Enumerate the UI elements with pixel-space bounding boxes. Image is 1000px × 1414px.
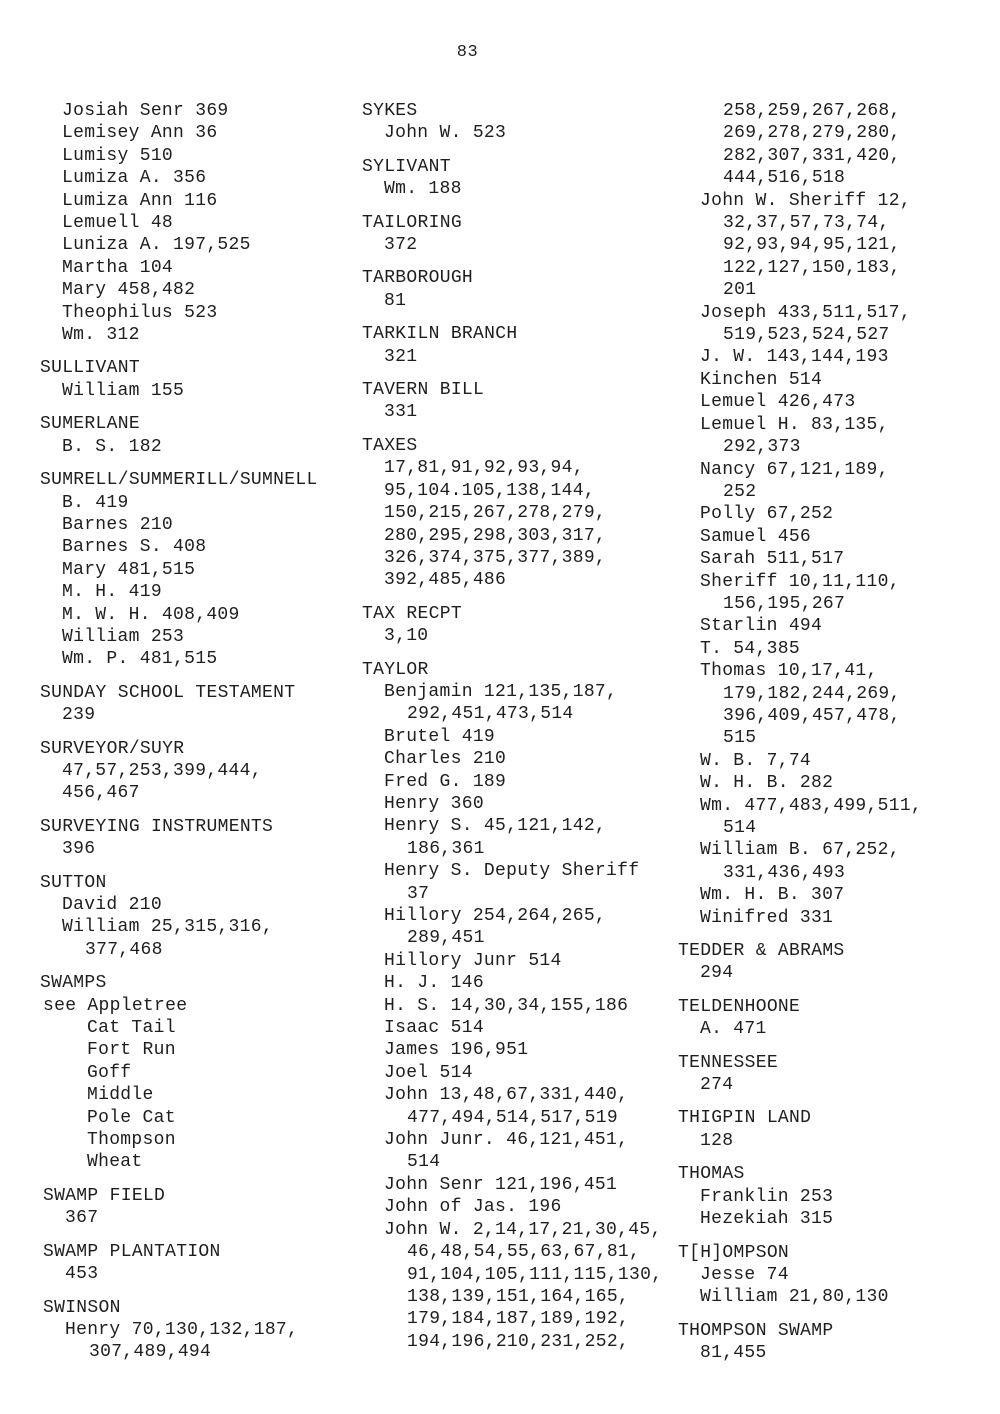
index-entry: A. 471 [700, 1019, 767, 1040]
index-entry: John of Jas. 196 [384, 1197, 562, 1218]
index-entry: 294 [700, 963, 734, 984]
index-entry: Benjamin 121,135,187, [384, 681, 618, 702]
index-entry: Wm. P. 481,515 [62, 649, 218, 670]
index-entry: William 155 [62, 380, 185, 401]
index-entry: Polly 67,252 [700, 504, 834, 525]
index-heading: SWAMPS [40, 973, 107, 994]
index-heading: TARKILN BRANCH [362, 324, 518, 345]
index-entry: William 253 [62, 626, 185, 647]
index-entry: 396,409,457,478, [723, 705, 901, 726]
index-entry: 239 [62, 705, 96, 726]
index-entry: 515 [723, 728, 757, 749]
index-entry: Starlin 494 [700, 616, 823, 637]
index-entry: Samuel 456 [700, 526, 812, 547]
index-entry: 122,127,150,183, [723, 257, 901, 278]
index-heading: T[H]OMPSON [678, 1242, 790, 1263]
index-heading: SWAMP PLANTATION [43, 1241, 221, 1262]
index-heading: SURVEYING INSTRUMENTS [40, 816, 274, 837]
index-heading: THIGPIN LAND [678, 1108, 812, 1129]
index-entry: Josiah Senr 369 [62, 101, 229, 121]
index-entry: Lemuell 48 [62, 213, 174, 234]
index-entry: Sarah 511,517 [700, 549, 845, 570]
index-entry: Barnes S. 408 [62, 537, 207, 558]
index-entry: Wheat [87, 1152, 143, 1173]
index-entry: 326,374,375,377,389, [384, 547, 607, 568]
index-entry: 179,182,244,269, [723, 683, 901, 704]
index-entry: 331 [384, 402, 418, 423]
index-heading: SUMERLANE [40, 414, 140, 435]
index-entry: Joseph 433,511,517, [700, 302, 911, 323]
index-entry: Lemuel 426,473 [700, 392, 856, 413]
index-entry: Henry S. Deputy Sheriff [384, 861, 640, 882]
index-entry: Lumisy 510 [62, 145, 174, 166]
index-entry: Jesse 74 [700, 1264, 789, 1285]
index-entry: 282,307,331,420, [723, 145, 901, 166]
index-entry: John W. 2,14,17,21,30,45, [384, 1219, 662, 1240]
index-entry: Lemisey Ann 36 [62, 123, 218, 144]
index-entry: Mary 458,482 [62, 280, 196, 301]
index-entry: 194,196,210,231,252, [407, 1331, 630, 1352]
index-heading: TEDDER & ABRAMS [678, 941, 845, 962]
index-entry: Nancy 67,121,189, [700, 459, 889, 480]
index-entry: 92,93,94,95,121, [723, 235, 901, 256]
index-entry: 258,259,267,268, [723, 101, 901, 121]
index-entry: Lemuel H. 83,135, [700, 414, 889, 435]
index-heading: TENNESSEE [678, 1052, 778, 1073]
index-entry: 514 [407, 1152, 441, 1173]
index-heading: SWAMP FIELD [43, 1185, 166, 1206]
index-entry: 274 [700, 1075, 734, 1096]
index-entry: Barnes 210 [62, 514, 174, 535]
index-entry: John W. Sheriff 12, [700, 190, 911, 211]
index-entry: H. S. 14,30,34,155,186 [384, 995, 629, 1016]
index-entry: 392,485,486 [384, 570, 507, 591]
index-entry: 367 [65, 1208, 99, 1229]
index-entry: 47,57,253,399,444, [62, 760, 262, 781]
index-entry: 81 [384, 290, 407, 311]
index-entry: 280,295,298,303,317, [384, 525, 607, 546]
index-entry: 37 [407, 883, 430, 904]
index-entry: 17,81,91,92,93,94, [384, 458, 584, 479]
index-entry: William 21,80,130 [700, 1287, 889, 1308]
index-entry: Martha 104 [62, 257, 174, 278]
index-entry: 321 [384, 346, 418, 367]
index-entry: Hezekiah 315 [700, 1209, 834, 1230]
index-entry: Fred G. 189 [384, 771, 507, 792]
index-entry: 519,523,524,527 [723, 325, 890, 346]
index-entry: Goff [87, 1062, 132, 1083]
index-entry: 138,139,151,164,165, [407, 1286, 630, 1307]
index-entry: 252 [723, 481, 757, 502]
index-entry: J. W. 143,144,193 [700, 347, 889, 368]
index-entry: Henry 360 [384, 793, 484, 814]
index-heading: TAYLOR [362, 659, 429, 680]
index-entry: William 25,315,316, [62, 917, 273, 938]
index-entry: Sheriff 10,11,110, [700, 571, 900, 592]
index-entry: John 13,48,67,331,440, [384, 1085, 629, 1106]
index-entry: 186,361 [407, 838, 485, 859]
index-entry: Henry 70,130,132,187, [65, 1319, 299, 1340]
index-heading: SURVEYOR/SUYR [40, 738, 185, 759]
index-heading: SUNDAY SCHOOL TESTAMENT [40, 682, 296, 703]
index-column-2 [362, 100, 662, 1353]
index-entry: 514 [723, 818, 757, 838]
index-entry: Wm. 312 [62, 325, 140, 346]
index-heading: SWINSON [43, 1297, 121, 1318]
index-heading: SULLIVANT [40, 358, 140, 379]
index-entry: W. B. 7,74 [700, 750, 812, 771]
index-entry: 289,451 [407, 928, 485, 949]
index-entry: John Senr 121,196,451 [384, 1174, 618, 1195]
index-column-1 [40, 100, 340, 1364]
index-entry: 269,278,279,280, [723, 123, 901, 144]
index-heading: THOMPSON SWAMP [678, 1320, 834, 1341]
index-entry: James 196,951 [384, 1040, 529, 1061]
index-entry: T. 54,385 [700, 638, 800, 659]
index-entry: Winifred 331 [700, 907, 834, 928]
index-entry: William B. 67,252, [700, 840, 900, 861]
index-entry: 477,494,514,517,519 [407, 1107, 618, 1128]
index-entry: 444,516,518 [723, 168, 846, 189]
index-entry: Fort Run [87, 1040, 176, 1061]
index-entry: Luniza A. 197,525 [62, 235, 251, 256]
index-heading: SUTTON [40, 872, 107, 893]
index-heading: TELDENHOONE [678, 996, 801, 1017]
index-heading: TAX RECPT [362, 603, 462, 624]
index-entry: 3,10 [384, 626, 429, 647]
index-entry: 95,104.105,138,144, [384, 480, 595, 501]
index-entry: Brutel 419 [384, 726, 496, 747]
index-entry: 179,184,187,189,192, [407, 1309, 630, 1330]
index-entry: 201 [723, 280, 757, 301]
index-entry: Kinchen 514 [700, 369, 823, 390]
index-column-3 [678, 100, 988, 1365]
index-entry: 46,48,54,55,63,67,81, [407, 1242, 641, 1263]
index-entry: H. J. 146 [384, 973, 484, 994]
index-entry: M. W. H. 408,409 [62, 604, 240, 625]
index-entry: Hillory 254,264,265, [384, 906, 607, 926]
index-entry: Lumiza A. 356 [62, 168, 207, 189]
index-entry: 456,467 [62, 783, 140, 804]
index-entry: 292,451,473,514 [407, 704, 574, 725]
index-entry: Middle [87, 1085, 154, 1106]
index-heading: SUMRELL/SUMMERILL/SUMNELL [40, 470, 318, 491]
index-entry: 377,468 [85, 939, 163, 960]
index-entry: 91,104,105,111,115,130, [407, 1264, 663, 1285]
index-entry: B. S. 182 [62, 436, 162, 457]
index-entry: 156,195,267 [723, 593, 846, 614]
index-entry: Wm. 477,483,499,511, [700, 795, 923, 816]
index-entry: Hillory Junr 514 [384, 950, 562, 971]
index-heading: TARBOROUGH [362, 268, 474, 289]
index-entry: Thompson [87, 1130, 176, 1151]
index-entry: Charles 210 [384, 749, 507, 770]
index-entry: 307,489,494 [89, 1342, 212, 1363]
index-entry: 81,455 [700, 1343, 767, 1364]
index-entry: Cat Tail [87, 1018, 176, 1039]
index-heading: SYLIVANT [362, 156, 451, 177]
index-entry: 150,215,267,278,279, [384, 503, 607, 524]
index-entry: Lumiza Ann 116 [62, 190, 218, 211]
index-entry: Henry S. 45,121,142, [384, 816, 607, 837]
index-entry: W. H. B. 282 [700, 773, 834, 794]
page-number: 83 [456, 43, 479, 62]
index-entry: Theophilus 523 [62, 302, 218, 323]
see-reference: see Appletree [43, 995, 188, 1016]
index-entry: Mary 481,515 [62, 559, 196, 580]
index-entry: M. H. 419 [62, 582, 162, 603]
index-entry: Wm. H. B. 307 [700, 885, 845, 906]
index-entry: 372 [384, 235, 418, 256]
index-heading: TAILORING [362, 212, 462, 233]
index-heading: TAXES [362, 435, 418, 456]
index-heading: TAVERN BILL [362, 380, 485, 401]
index-entry: Thomas 10,17,41, [700, 661, 878, 682]
index-entry: 32,37,57,73,74, [723, 213, 890, 234]
index-entry: John Junr. 46,121,451, [384, 1130, 629, 1151]
index-entry: 128 [700, 1130, 734, 1151]
index-entry: Joel 514 [384, 1062, 473, 1083]
index-entry: Wm. 188 [384, 179, 462, 200]
index-heading: THOMAS [678, 1164, 745, 1185]
index-entry: 453 [65, 1264, 99, 1285]
index-entry: David 210 [62, 895, 162, 915]
index-entry: Isaac 514 [384, 1018, 484, 1039]
index-entry: Pole Cat [87, 1107, 176, 1128]
index-entry: Franklin 253 [700, 1186, 834, 1207]
index-entry: John W. 523 [384, 123, 507, 144]
index-heading: SYKES [362, 101, 418, 121]
index-entry: 331,436,493 [723, 862, 846, 883]
index-entry: 396 [62, 839, 96, 860]
index-entry: 292,373 [723, 437, 801, 458]
index-entry: B. 419 [62, 492, 129, 513]
